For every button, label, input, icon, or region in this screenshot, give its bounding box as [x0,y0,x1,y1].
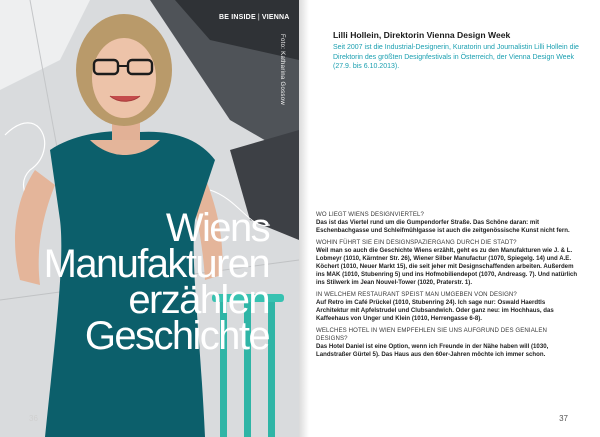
answer: Auf Retro im Café Prückel (1010, Stubenring 24). Ich sage nur: Oswald Haerdtls Architektur mit Apfelstrudel und Clubsandwich. Oder ganz neu: im Hochhaus, das Kaffeehaus von Unger und Klein (1010, Herrengasse 6-8). [316,299,554,322]
qa-item [316,211,578,235]
section-label: BE INSIDE [219,14,256,21]
portrait-bio: Seit 2007 ist die Industrial-Designerin, Kuratorin und Journalistin Lilli Hollein die Direktorin des größten Designfestivals in Österreich, der Vienna Design Week (27.9. bis 6.10.2013). [333,44,579,70]
qa-item [316,291,578,323]
page-number-right: 37 [559,414,568,423]
qa-item [316,239,578,287]
answer: Das Hotel Daniel ist eine Option, wenn ich Freunde in der Nähe haben will (1030, Landstraßer Gürtel 5). Das Haus aus den 60er-Jahren möchte ich immer schon. [316,343,549,358]
headline-line: Manufakturen [43,242,269,286]
answer: Das ist das Viertel rund um die Gumpendorfer Straße. Das Schöne daran: mit Eschenbachgasse und Schleifmühlgasse ist auch die zeitgenössische Kunst nicht fern. [316,219,570,234]
question: WOHIN FÜHRT SIE EIN DESIGNSPAZIERGANG DURCH DIE STADT? [316,239,517,246]
question: IN WELCHEM RESTAURANT SPEIST MAN UMGEBEN VON DESIGN? [316,291,517,298]
city-label: VIENNA [261,14,290,21]
headline [0,206,269,358]
left-page [0,0,299,437]
question: WELCHES HOTEL IN WIEN EMPFEHLEN SIE UNS AUFGRUND DES GENIALEN DESIGNS? [316,327,548,342]
qa-item [316,327,578,359]
portrait-name-title: Lilli Hollein, Direktorin Vienna Design Week [333,30,511,40]
photo-credit: Foto: Katharina Gossow [279,34,285,105]
section-header [219,14,299,21]
right-page [299,0,600,437]
page-number-left: 36 [29,414,38,423]
headline-line: Geschichte [84,314,269,358]
headline-line: erzählen [128,278,269,322]
interview-qa [316,211,578,363]
headline-line: Wiens [165,206,269,250]
header-separator: | [257,14,260,21]
answer: Weil man so auch die Geschichte Wiens erzählt, geht es zu den Manufakturen wie J. & L. Lobmeyr (1010, Kärntner Str. 26), Wiener Silber Manufactur (1070, Spiegelg. 14) und A.E. Köchert (1010, Neuer Markt 15), die seit jeher mit Designschaffenden arbeiten. Außerdem ins MAK (1010, Stubenring 5) und ins Hofmobiliendepot (1070, Andreasg. 7). Und natürlich ins Stilwerk im Jean Nouvel-Tower (1020, Praterstr. 1). [316,247,578,286]
question: WO LIEGT WIENS DESIGNVIERTEL? [316,211,424,218]
